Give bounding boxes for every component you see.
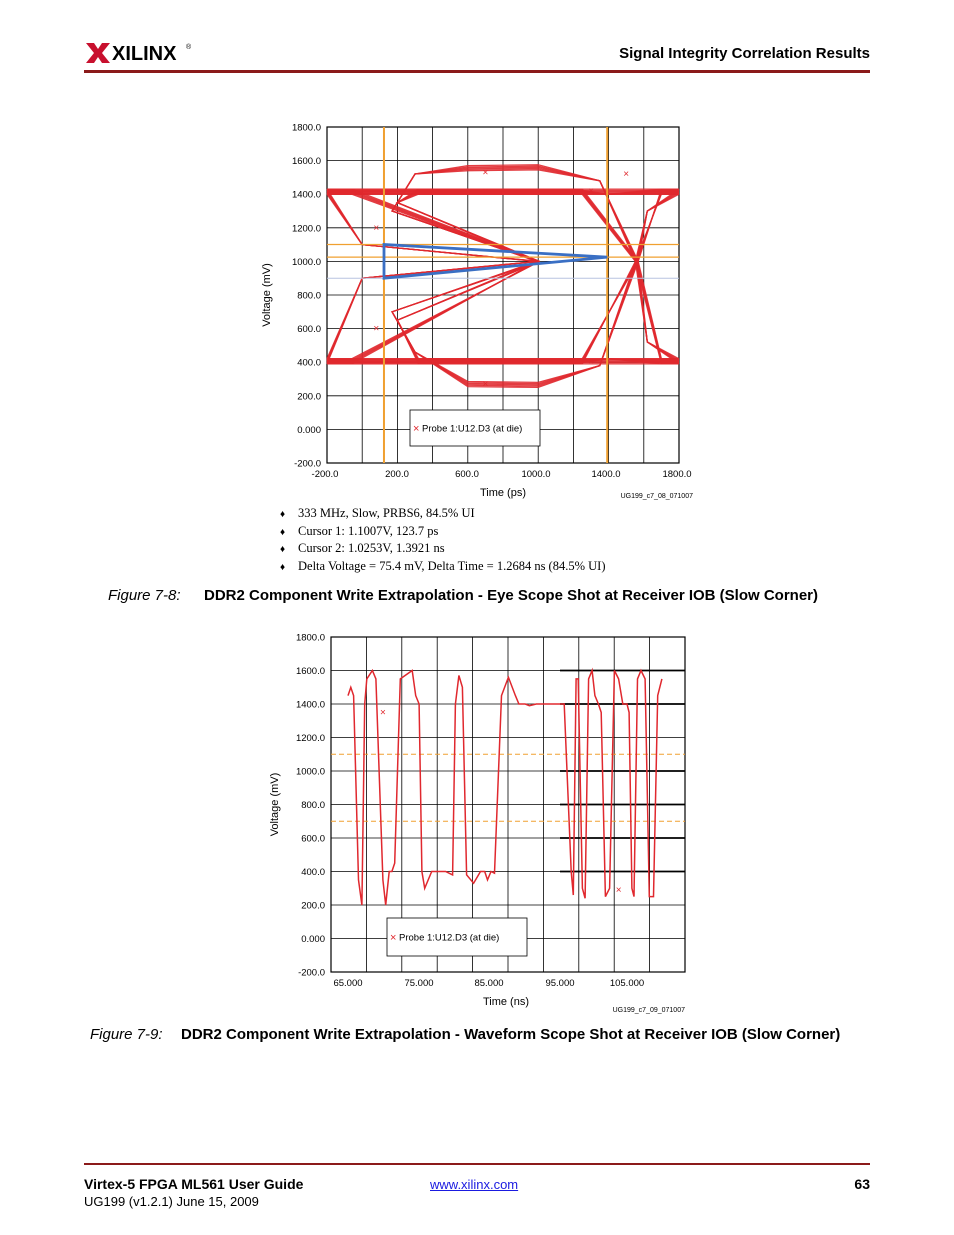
y-tick-label: 400.0 xyxy=(297,357,321,369)
figure9-image-id: UG199_c7_09_071007 xyxy=(612,1007,685,1014)
x-tick-label: 95.000 xyxy=(545,978,575,989)
footer-rule xyxy=(84,1163,870,1165)
figure8-caption-label: Figure 7-8: xyxy=(108,587,181,604)
y-tick-label: 600.0 xyxy=(297,324,321,336)
sample-marker-icon: × xyxy=(623,169,630,181)
x-tick-label: 75.000 xyxy=(404,978,434,989)
y-tick-label: 1000.0 xyxy=(291,256,321,268)
x-axis-label: Time (ps) xyxy=(479,487,527,499)
y-tick-label: 800.0 xyxy=(301,800,325,811)
figure8-image-id: UG199_c7_08_071007 xyxy=(620,493,693,500)
sample-marker-icon: × xyxy=(588,185,594,197)
y-tick-label: 1800.0 xyxy=(295,632,325,644)
footer-website-link[interactable]: www.xilinx.com xyxy=(430,1177,519,1192)
logo-wordmark: XILINX xyxy=(112,43,177,65)
legend-marker-icon: × xyxy=(413,423,420,435)
y-tick-label: 0.000 xyxy=(301,934,325,945)
sample-marker-icon: × xyxy=(482,379,489,391)
page-number: 63 xyxy=(854,1176,870,1192)
y-axis-label: Voltage (mV) xyxy=(261,263,273,327)
diamond-bullet-icon: ♦ xyxy=(280,561,286,573)
x-axis-label: Time (ns) xyxy=(482,996,530,1008)
x-tick-label: 65.000 xyxy=(333,978,363,989)
y-tick-label: 600.0 xyxy=(301,833,325,845)
legend-entry: Probe 1:U12.D3 (at die) xyxy=(422,423,523,435)
bullet-item: ♦ Cursor 1: 1.1007V, 123.7 ps xyxy=(280,523,606,541)
y-tick-label: 1600.0 xyxy=(295,666,325,677)
sample-marker-icon: × xyxy=(379,707,386,719)
y-tick-label: 800.0 xyxy=(297,290,321,302)
y-tick-label: 200.0 xyxy=(297,391,321,403)
figure8-caption-text: DDR2 Component Write Extrapolation - Eye Scope Shot at Receiver IOB (Slow Corner) xyxy=(204,587,818,604)
x-tick-label: 1000.0 xyxy=(521,469,551,480)
legend-entry: Probe 1:U12.D3 (at die) xyxy=(399,932,500,944)
bullet-item: ♦ 333 MHz, Slow, PRBS6, 84.5% UI xyxy=(280,505,606,523)
y-tick-label: 0.000 xyxy=(297,424,321,436)
y-tick-label: 400.0 xyxy=(301,867,325,878)
y-tick-label: 1200.0 xyxy=(291,223,321,235)
y-tick-label: 200.0 xyxy=(301,900,325,912)
sample-marker-icon: × xyxy=(482,167,489,179)
sample-marker-icon: × xyxy=(615,884,622,896)
sample-marker-icon: × xyxy=(373,222,380,234)
legend-marker-icon: × xyxy=(390,932,397,944)
sample-marker-icon: × xyxy=(482,186,489,198)
x-tick-label: 85.000 xyxy=(474,978,504,989)
x-tick-label: 600.0 xyxy=(455,469,479,480)
sample-marker-icon: × xyxy=(588,356,594,368)
x-tick-label: -200.0 xyxy=(311,469,339,480)
section-title: Signal Integrity Correlation Results xyxy=(619,45,870,62)
x-tick-label: 1800.0 xyxy=(662,469,692,480)
bullet-item: ♦ Delta Voltage = 75.4 mV, Delta Time = 1.2684 ns (84.5% UI) xyxy=(280,558,606,576)
figure9-caption xyxy=(90,1026,840,1043)
y-tick-label: 1800.0 xyxy=(291,122,321,134)
x-tick-label: 1400.0 xyxy=(591,469,621,480)
y-tick-label: 1400.0 xyxy=(295,699,325,711)
diamond-bullet-icon: ♦ xyxy=(280,509,286,520)
sample-marker-icon: × xyxy=(373,323,380,335)
bullet-item: ♦ Cursor 2: 1.0253V, 1.3921 ns xyxy=(280,540,606,558)
x-tick-label: 200.0 xyxy=(385,469,409,480)
figure9-caption-label: Figure 7-9: xyxy=(90,1026,163,1043)
y-axis-label: Voltage (mV) xyxy=(269,772,281,837)
figure9-caption-text: DDR2 Component Write Extrapolation - Waveform Scope Shot at Receiver IOB (Slow Corner) xyxy=(181,1026,841,1043)
registered-mark: ® xyxy=(186,44,192,51)
y-tick-label: 1200.0 xyxy=(295,733,325,744)
y-tick-label: -200.0 xyxy=(294,458,321,470)
sample-marker-icon: × xyxy=(482,356,489,368)
diamond-bullet-icon: ♦ xyxy=(280,526,286,538)
x-tick-label: 105.000 xyxy=(609,978,645,989)
y-tick-label: 1600.0 xyxy=(291,156,321,168)
footer-doc-id: UG199 (v1.2.1) June 15, 2009 xyxy=(84,1194,259,1209)
y-tick-label: 1000.0 xyxy=(295,766,325,778)
y-tick-label: 1400.0 xyxy=(291,189,321,201)
diamond-bullet-icon: ♦ xyxy=(280,544,286,555)
footer-doc-title: Virtex-5 FPGA ML561 User Guide xyxy=(84,1176,304,1192)
y-tick-label: -200.0 xyxy=(298,967,325,979)
